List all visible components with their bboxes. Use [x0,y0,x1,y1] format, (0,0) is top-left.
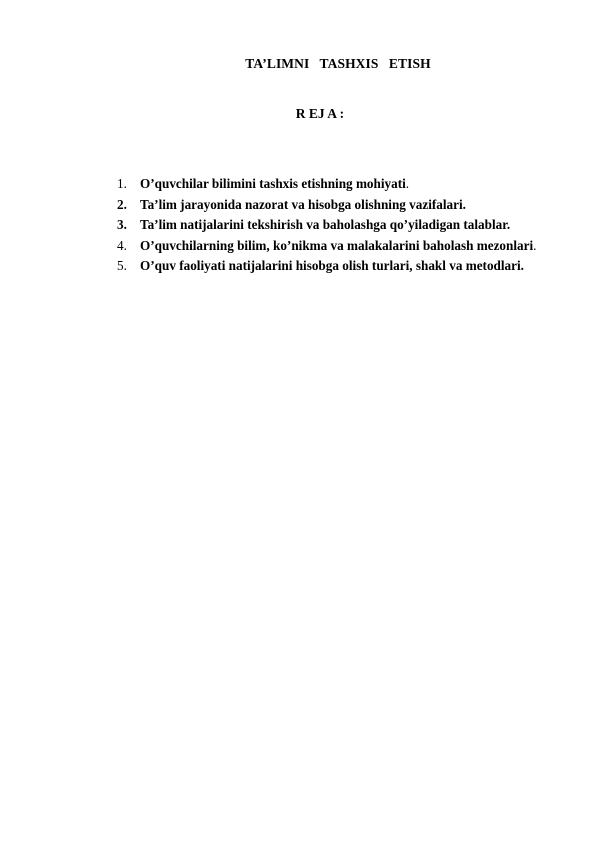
plan-item-text [140,215,553,236]
plan-item-4 [117,236,553,257]
plan-list [117,174,553,277]
plan-item-3 [117,215,553,236]
document-title: TA’LIMNI TASHXIS ETISH [245,56,431,71]
plan-item-text-main: Ta’lim jarayonida nazorat va hisobga olishning vazifalari. [140,196,466,212]
plan-heading: R EJ A : [295,106,345,121]
plan-item-text [140,236,553,257]
plan-item-text-main: Ta’lim natijalarini tekshirish va baholashga qo’yiladigan talablar. [140,217,511,232]
plan-item-trail: . [405,176,410,191]
plan-item-number: 5. [117,258,127,273]
plan-item-text-main: O’quvchilar bilimini tashxis etishning mohiyati [140,176,406,191]
plan-item-text [140,174,553,195]
plan-item-1 [117,174,553,195]
plan-item-trail: . [533,237,537,253]
plan-item-5 [117,256,553,277]
plan-item-number: 4. [117,237,127,253]
plan-item-text-main: O’quv faoliyati natijalarini hisobga olish turlari, shakl va metodlari. [140,258,524,273]
plan-item-text-main: O’quvchilarning bilim, ko’nikma va malakalarini baholash mezonlari [140,237,534,253]
plan-item-number: 3. [117,217,127,232]
plan-item-number: 2. [117,196,127,212]
plan-item-text [140,195,553,216]
plan-item-text [140,256,553,277]
plan-item-number: 1. [117,176,127,191]
plan-item-2 [117,195,553,216]
